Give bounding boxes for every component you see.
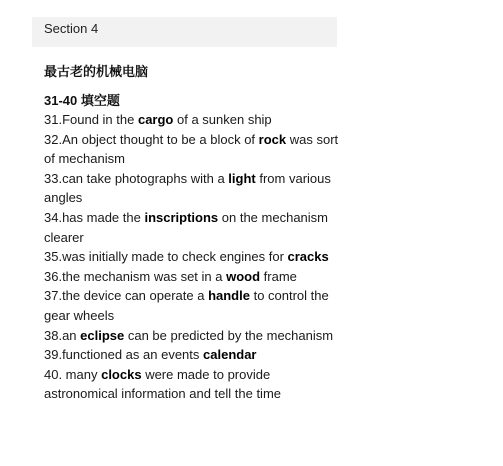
answer-keyword: clocks [101, 366, 142, 382]
question-text: 35.was initially made to check engines for [44, 249, 288, 265]
answer-keyword: light [228, 170, 256, 186]
question-text: 40. many [44, 366, 102, 382]
question-item [44, 208, 344, 247]
question-item [44, 169, 344, 208]
question-item [44, 326, 344, 346]
answer-keyword: calendar [203, 347, 257, 363]
answer-keyword: inscriptions [144, 209, 219, 225]
question-item [44, 247, 344, 267]
question-item [44, 267, 344, 287]
question-item [44, 345, 344, 365]
section-header [32, 17, 337, 47]
question-text: were made to provide astronomical information and tell the time [44, 366, 282, 402]
question-text: can be predicted by the mechanism [124, 327, 334, 343]
document-title: 最古老的机械电脑 [44, 64, 149, 79]
answer-keyword: cracks [287, 249, 329, 265]
question-item [44, 286, 344, 325]
question-text: of a sunken ship [173, 112, 272, 127]
question-text: 31.Found in the [44, 112, 138, 127]
answer-keyword: eclipse [80, 327, 125, 343]
question-item [44, 365, 344, 404]
section-label: Section 4 [44, 21, 99, 36]
question-text: 32.An object thought to be a block of [44, 131, 259, 147]
question-text: 39.functioned as an events [44, 347, 204, 363]
question-text: 37.the device can operate a [44, 288, 209, 304]
answer-keyword: rock [258, 131, 287, 147]
answer-keyword: wood [226, 268, 261, 284]
question-text: 34.has made the [44, 209, 145, 225]
question-text: 38.an [44, 327, 81, 343]
question-range-heading: 31-40 填空题 [44, 93, 120, 108]
question-item [44, 110, 344, 130]
question-text: to control the gear wheels [44, 288, 329, 323]
answer-keyword: handle [208, 288, 250, 304]
question-text: from various angles [44, 170, 331, 206]
question-item [44, 130, 344, 169]
document-body [44, 63, 344, 404]
question-text: 36.the mechanism was set in a [44, 268, 227, 284]
question-text: was sort of mechanism [44, 131, 339, 167]
question-text: frame [260, 268, 297, 284]
question-text: on the mechanism clearer [44, 209, 328, 245]
answer-keyword: cargo [137, 112, 174, 127]
question-text: 33.can take photographs with a [44, 170, 229, 186]
